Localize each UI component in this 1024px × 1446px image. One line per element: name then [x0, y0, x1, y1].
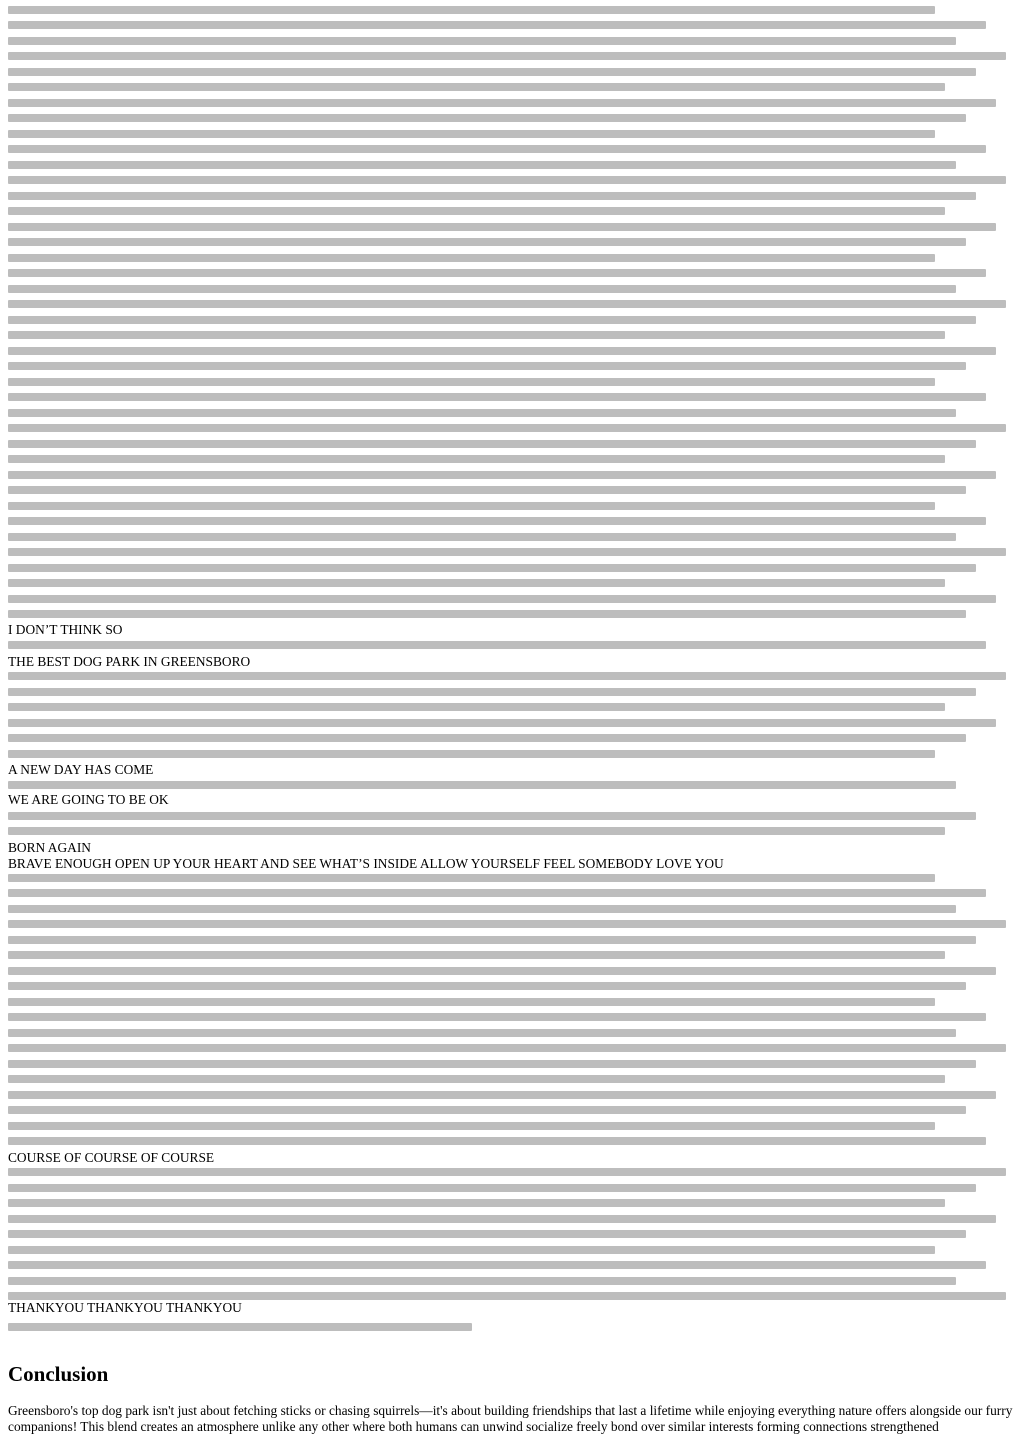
placeholder-line — [8, 1242, 1016, 1258]
body-phrase: I DON’T THINK SO — [8, 622, 1016, 638]
placeholder-line — [8, 2, 1016, 18]
placeholder-line — [8, 328, 1016, 344]
placeholder-line — [8, 498, 1016, 514]
conclusion-paragraph: Greensboro's top dog park isn't just about fetching sticks or chasing squirrels—it's about building friendships that last a lifetime while enjoying everything nature offers alongside our furry companions! This blend creates an atmosphere unlike any other where both humans can unwind socialize freely bond over similar interests forming connections strengthened — [8, 1403, 1013, 1434]
body-phrase: A NEW DAY HAS COME — [8, 762, 1016, 778]
placeholder-line — [8, 374, 1016, 390]
placeholder-line — [8, 281, 1016, 297]
placeholder-line — [8, 126, 1016, 142]
body-phrase: BORN AGAIN — [8, 840, 1016, 856]
placeholder-line — [8, 545, 1016, 561]
placeholder-line — [8, 1196, 1016, 1212]
placeholder-line — [8, 157, 1016, 173]
placeholder-line — [8, 421, 1016, 437]
placeholder-line — [8, 560, 1016, 576]
placeholder-line — [8, 1258, 1016, 1274]
placeholder-line — [8, 111, 1016, 127]
body-phrase: WE ARE GOING TO BE OK — [8, 792, 1016, 808]
placeholder-line — [8, 1010, 1016, 1026]
placeholder-line — [8, 18, 1016, 34]
placeholder-line — [8, 1320, 1016, 1336]
placeholder-line — [8, 1165, 1016, 1181]
placeholder-line — [8, 1273, 1016, 1289]
placeholder-line — [8, 188, 1016, 204]
placeholder-line — [8, 405, 1016, 421]
body-phrase: THANKYOU THANKYOU THANKYOU — [8, 1300, 1016, 1316]
placeholder-line — [8, 95, 1016, 111]
placeholder-line — [8, 994, 1016, 1010]
placeholder-line — [8, 932, 1016, 948]
placeholder-line — [8, 1025, 1016, 1041]
placeholder-line — [8, 1180, 1016, 1196]
placeholder-line — [8, 235, 1016, 251]
placeholder-line — [8, 684, 1016, 700]
placeholder-line — [8, 483, 1016, 499]
placeholder-line — [8, 607, 1016, 623]
placeholder-line — [8, 963, 1016, 979]
placeholder-line — [8, 808, 1016, 824]
placeholder-line — [8, 1118, 1016, 1134]
placeholder-line — [8, 297, 1016, 313]
placeholder-line — [8, 1227, 1016, 1243]
placeholder-line — [8, 359, 1016, 375]
placeholder-line — [8, 80, 1016, 96]
placeholder-line — [8, 64, 1016, 80]
placeholder-line — [8, 715, 1016, 731]
placeholder-line — [8, 1087, 1016, 1103]
placeholder-line — [8, 917, 1016, 933]
placeholder-line — [8, 173, 1016, 189]
placeholder-line — [8, 777, 1016, 793]
placeholder-line — [8, 250, 1016, 266]
body-phrase: THE BEST DOG PARK IN GREENSBORO — [8, 654, 1016, 670]
placeholder-line — [8, 529, 1016, 545]
placeholder-line — [8, 1072, 1016, 1088]
placeholder-line — [8, 312, 1016, 328]
placeholder-line — [8, 343, 1016, 359]
placeholder-line — [8, 514, 1016, 530]
placeholder-line — [8, 979, 1016, 995]
body-phrase: BRAVE ENOUGH OPEN UP YOUR HEART AND SEE WHAT’S INSIDE ALLOW YOURSELF FEEL SOMEBODY LOVE YOU — [8, 856, 1016, 872]
section-heading: Conclusion — [8, 1362, 109, 1386]
placeholder-line — [8, 452, 1016, 468]
placeholder-line — [8, 33, 1016, 49]
placeholder-line — [8, 390, 1016, 406]
placeholder-line — [8, 1041, 1016, 1057]
placeholder-line — [8, 1056, 1016, 1072]
placeholder-line — [8, 576, 1016, 592]
placeholder-line — [8, 824, 1016, 840]
body-phrase: COURSE OF COURSE OF COURSE — [8, 1150, 1016, 1166]
placeholder-line — [8, 436, 1016, 452]
placeholder-line — [8, 142, 1016, 158]
placeholder-line — [8, 266, 1016, 282]
placeholder-line — [8, 731, 1016, 747]
placeholder-line — [8, 49, 1016, 65]
placeholder-line — [8, 638, 1016, 654]
placeholder-line — [8, 901, 1016, 917]
placeholder-line — [8, 591, 1016, 607]
placeholder-line — [8, 948, 1016, 964]
placeholder-line — [8, 1134, 1016, 1150]
placeholder-line — [8, 746, 1016, 762]
placeholder-line — [8, 870, 1016, 886]
placeholder-line — [8, 886, 1016, 902]
placeholder-line — [8, 1103, 1016, 1119]
placeholder-line — [8, 219, 1016, 235]
placeholder-line — [8, 467, 1016, 483]
placeholder-line — [8, 204, 1016, 220]
placeholder-line — [8, 669, 1016, 685]
placeholder-line — [8, 700, 1016, 716]
placeholder-line — [8, 1211, 1016, 1227]
